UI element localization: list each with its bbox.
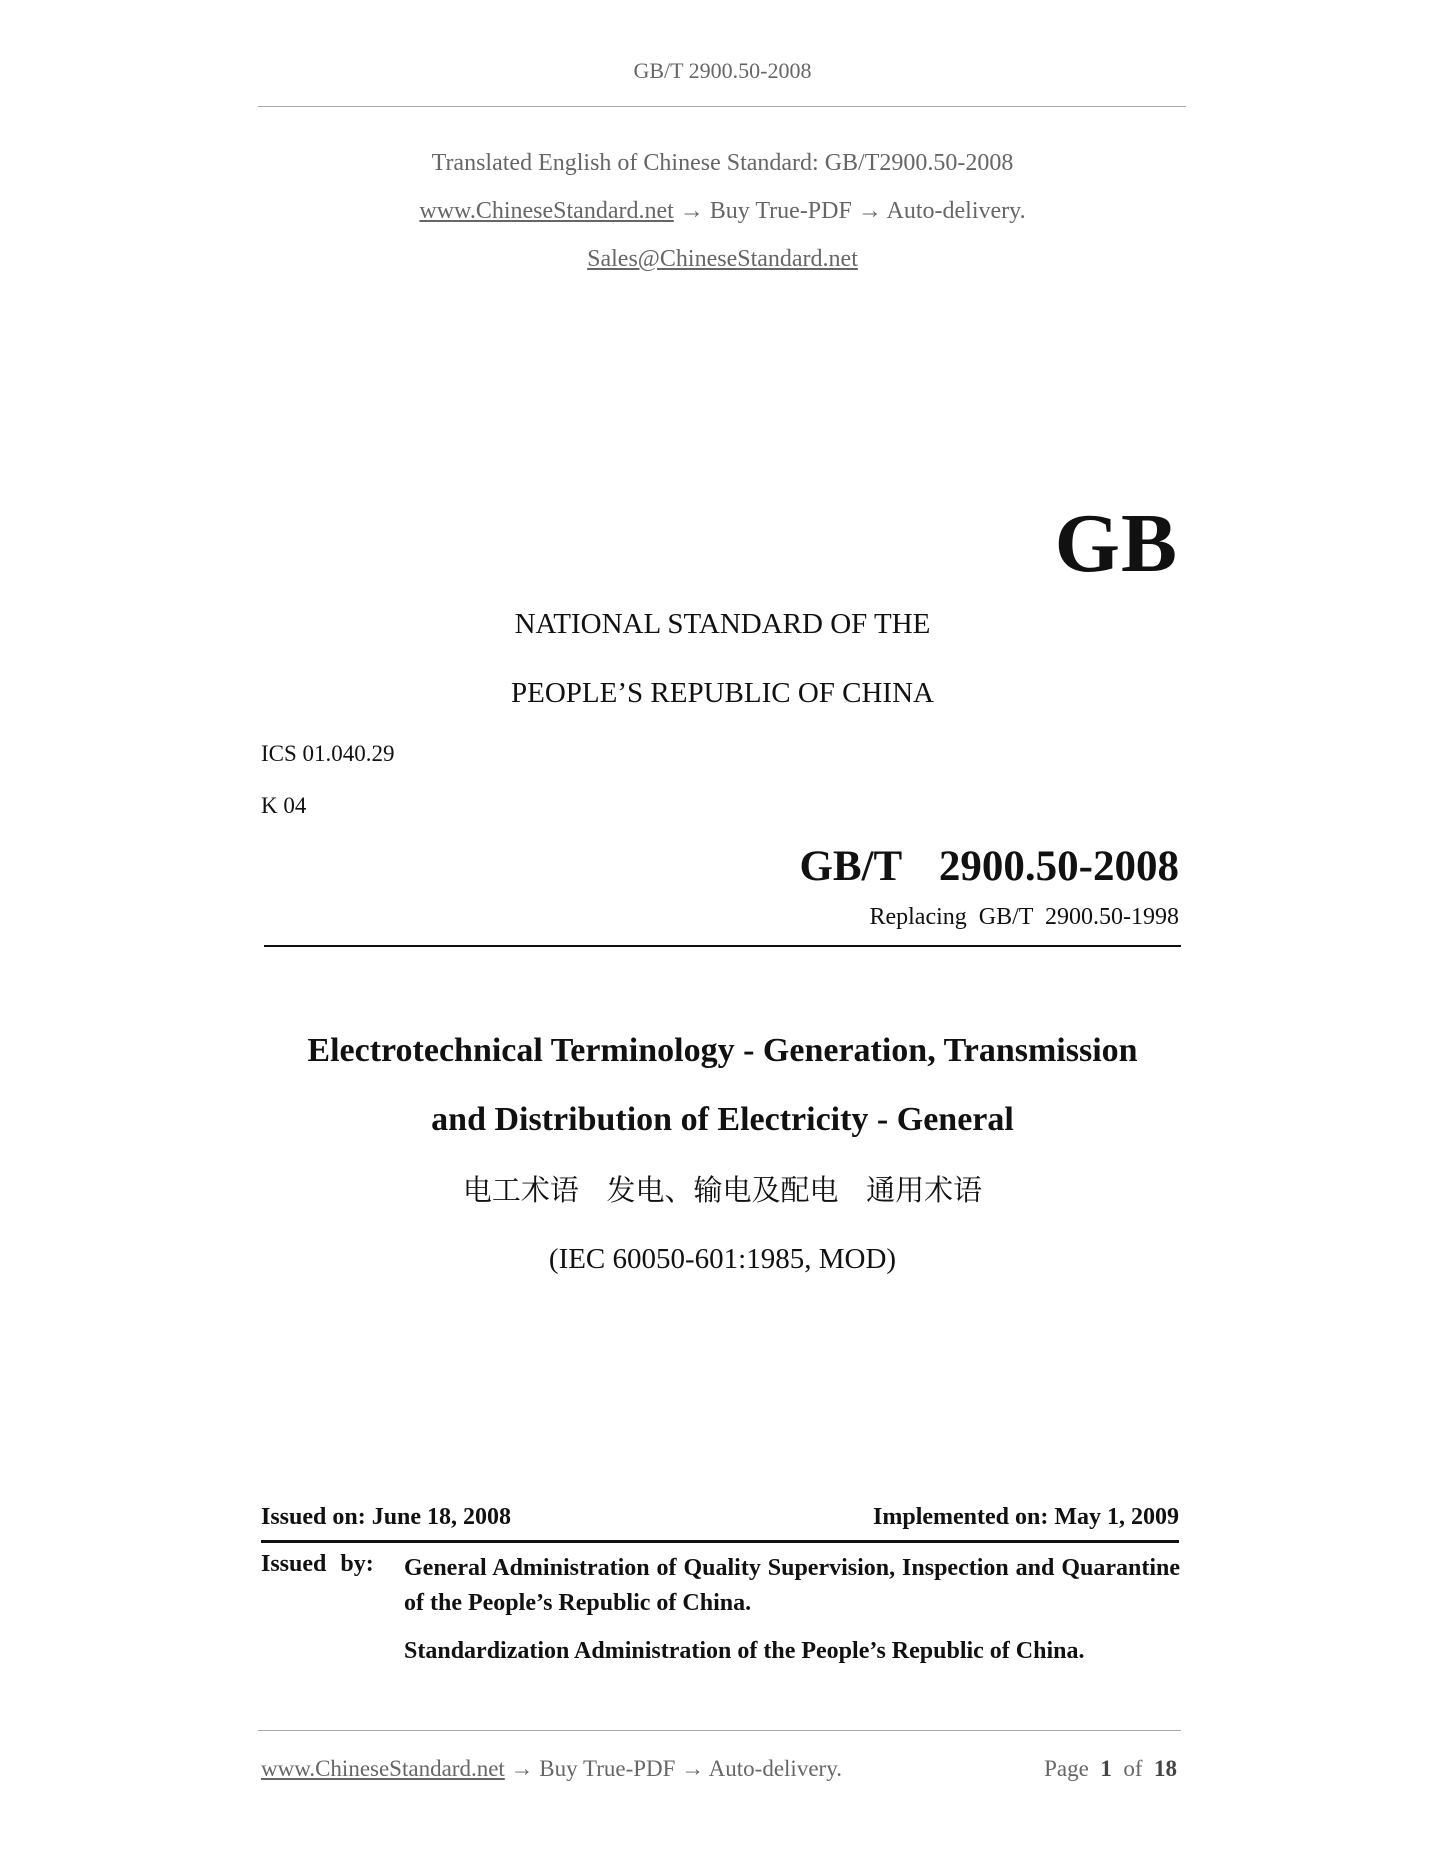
arrow-right-icon: → xyxy=(679,198,704,224)
national-standard-line-1: NATIONAL STANDARD OF THE xyxy=(514,608,931,640)
implemented-on-date: Implemented on: May 1, 2009 xyxy=(873,1504,1179,1530)
gb-mark: GB xyxy=(1054,497,1178,590)
standard-title-line-2: and Distribution of Electricity - General xyxy=(431,1101,1014,1138)
page-total: 18 xyxy=(1154,1756,1177,1781)
page-indicator xyxy=(1044,1756,1177,1782)
replacing-note: Replacing GB/T 2900.50-1998 xyxy=(869,904,1179,930)
title-divider xyxy=(264,945,1181,947)
footer-promo xyxy=(261,1756,842,1782)
arrow-right-icon: → xyxy=(857,198,882,224)
issue-divider xyxy=(261,1540,1179,1543)
issued-on-date: Issued on: June 18, 2008 xyxy=(261,1504,512,1530)
iec-reference: (IEC 60050-601:1985, MOD) xyxy=(548,1243,897,1275)
standard-number: GB/T 2900.50-2008 xyxy=(799,843,1179,890)
site-link[interactable]: www.ChineseStandard.net xyxy=(419,198,674,224)
buy-pdf-text: Buy True-PDF xyxy=(709,198,852,224)
arrow-right-icon: → xyxy=(510,1756,534,1781)
header-divider xyxy=(258,106,1186,107)
of-label: of xyxy=(1123,1756,1143,1781)
translated-notice: Translated English of Chinese Standard: GB/T2900.50-2008 xyxy=(431,150,1014,176)
national-standard-line-2: PEOPLE’S REPUBLIC OF CHINA xyxy=(511,677,934,709)
footer-divider xyxy=(258,1730,1181,1731)
auto-delivery-text: Auto-delivery. xyxy=(886,198,1026,224)
standard-title-chinese: 电工术语 发电、输电及配电 通用术语 xyxy=(462,1173,983,1207)
page-label: Page xyxy=(1044,1756,1089,1781)
sales-line xyxy=(0,246,1445,273)
issued-by-label: Issued by: xyxy=(261,1551,374,1577)
standard-title-line-1: Electrotechnical Terminology - Generation, Transmission xyxy=(307,1032,1138,1069)
running-header-title: GB/T 2900.50-2008 xyxy=(633,58,812,83)
footer-buy-text: Buy True-PDF xyxy=(539,1756,676,1781)
footer-site-link[interactable]: www.ChineseStandard.net xyxy=(261,1756,505,1781)
issuer-secondary: Standardization Administration of the People’s Republic of China. xyxy=(404,1638,1085,1664)
page-number: 1 xyxy=(1100,1756,1112,1781)
classification-code: K 04 xyxy=(261,793,307,818)
issuer-primary: General Administration of Quality Supervision, Inspection and Quarantine of the People’s Republic of China. xyxy=(404,1555,1180,1616)
promo-line xyxy=(0,198,1445,225)
ics-code: ICS 01.040.29 xyxy=(261,741,395,766)
arrow-right-icon: → xyxy=(681,1756,705,1781)
sales-email-link[interactable]: Sales@ChineseStandard.net xyxy=(587,246,858,272)
footer-auto-text: Auto-delivery. xyxy=(708,1756,842,1781)
